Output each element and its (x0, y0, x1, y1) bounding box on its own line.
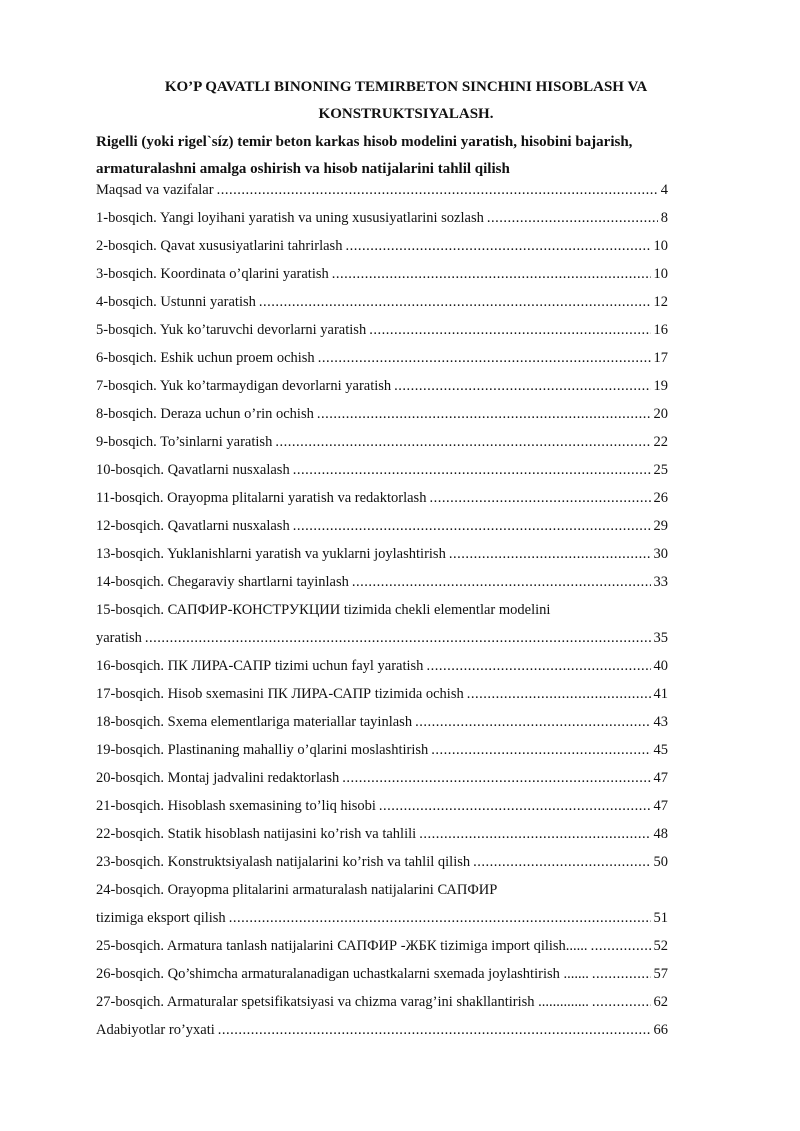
toc-entry (96, 826, 668, 854)
toc-entry (96, 1022, 668, 1050)
toc-page-number: 35 (653, 630, 668, 646)
toc-entry-label: 22-bosqich. Statik hisoblash natijasini ko’rish va tahlili (96, 826, 417, 842)
toc-leader-dots (352, 574, 651, 591)
toc-page-number: 29 (653, 518, 668, 534)
toc-entry-label: 25-bosqich. Armatura tanlash natijalarini САПФИР -ЖБК tizimiga import qilish...... (96, 938, 588, 954)
toc-entry (96, 770, 668, 798)
toc-leader-dots (592, 994, 651, 1011)
toc-page-number: 25 (653, 462, 668, 478)
toc-page-number: 51 (653, 910, 668, 926)
toc-entry (96, 658, 668, 686)
toc-page-number: 47 (653, 770, 668, 786)
toc-leader-dots (426, 658, 650, 675)
toc-leader-dots (342, 770, 650, 787)
toc-leader-dots (369, 322, 650, 339)
toc-entry-label: 6-bosqich. Eshik uchun proem ochish (96, 350, 315, 366)
toc-entry-label: 12-bosqich. Qavatlarni nusxalash (96, 518, 290, 534)
toc-leader-dots (275, 434, 650, 451)
toc-page-number: 10 (653, 238, 668, 254)
toc-entry (96, 518, 668, 546)
toc-entry (96, 882, 668, 910)
toc-leader-dots (318, 350, 651, 367)
toc-leader-dots (449, 546, 651, 563)
toc-leader-dots (431, 742, 650, 759)
toc-entry (96, 854, 668, 882)
toc-entry (96, 322, 668, 350)
toc-page-number: 52 (653, 938, 668, 954)
toc-entry-label: 23-bosqich. Konstruktsiyalash natijalarini ko’rish va tahlil qilish (96, 854, 471, 870)
toc-leader-dots (419, 826, 650, 843)
toc-page-number: 48 (653, 826, 668, 842)
toc-entry-label: 26-bosqich. Qo’shimcha armaturalanadigan uchastkalarni sxemada joylashtirish ....... (96, 966, 589, 982)
toc-entry (96, 490, 668, 518)
toc-entry-label: 10-bosqich. Qavatlarni nusxalash (96, 462, 290, 478)
toc-leader-dots (592, 966, 651, 983)
toc-leader-dots (217, 182, 658, 199)
toc-leader-dots (429, 490, 650, 507)
toc-leader-dots (332, 266, 651, 283)
toc-entry-label: 11-bosqich. Orayopma plitalarni yaratish va redaktorlash (96, 490, 427, 506)
subtitle-line-2: armaturalashni amalga oshirish va hisob natijalarini tahlil qilish (96, 161, 510, 177)
toc-entry (96, 686, 668, 714)
toc-entry (96, 602, 668, 630)
toc-page-number: 41 (653, 686, 668, 702)
toc-leader-dots (473, 854, 650, 871)
toc-page-number: 43 (653, 714, 668, 730)
toc-entry-label: 9-bosqich. To’sinlarni yaratish (96, 434, 273, 450)
toc-entry (96, 994, 668, 1022)
toc-leader-dots (487, 210, 658, 227)
toc-leader-dots (467, 686, 651, 703)
toc-leader-dots (415, 714, 650, 731)
toc-entry-label: 4-bosqich. Ustunni yaratish (96, 294, 256, 310)
toc-entry-label: 5-bosqich. Yuk ko’taruvchi devorlarni yaratish (96, 322, 367, 338)
toc-entry (96, 294, 668, 322)
toc-page-number: 4 (660, 182, 668, 198)
toc-entry (96, 630, 668, 658)
toc-page-number: 62 (653, 994, 668, 1010)
toc-entry-label: 21-bosqich. Hisoblash sxemasining to’liq hisobi (96, 798, 376, 814)
toc-entry-label: 15-bosqich. САПФИР-КОНСТРУКЦИИ tizimida chekli elementlar modelini (96, 602, 551, 618)
toc-entry-label: 1-bosqich. Yangi loyihani yaratish va uning xususiyatlarini sozlash (96, 210, 484, 226)
toc-entry-label: Adabiyotlar ro’yxati (96, 1022, 215, 1038)
subtitle-line-1: Rigelli (yoki rigel`síz) temir beton karkas hisob modelini yaratish, hisobini bajarish, (96, 134, 633, 150)
toc-page-number: 8 (660, 210, 668, 226)
toc-entry-label: 2-bosqich. Qavat xususiyatlarini tahrirlash (96, 238, 343, 254)
toc-entry (96, 210, 668, 238)
toc-entry-label: 3-bosqich. Koordinata o’qlarini yaratish (96, 266, 329, 282)
toc-entry (96, 574, 668, 602)
toc-page-number: 45 (653, 742, 668, 758)
toc-entry-label: yaratish (96, 630, 142, 646)
toc-page-number: 47 (653, 798, 668, 814)
toc-leader-dots (345, 238, 650, 255)
toc-entry-label: 19-bosqich. Plastinaning mahalliy o’qlarini moslashtirish (96, 742, 429, 758)
toc-leader-dots (145, 630, 651, 647)
toc-page-number: 10 (653, 266, 668, 282)
toc-entry (96, 378, 668, 406)
toc-page-number: 16 (653, 322, 668, 338)
toc-entry (96, 182, 668, 210)
toc-entry (96, 714, 668, 742)
toc-entry-label: 13-bosqich. Yuklanishlarni yaratish va yuklarni joylashtirish (96, 546, 446, 562)
toc-page-number: 50 (653, 854, 668, 870)
toc-entry-label: 16-bosqich. ПК ЛИРА-САПР tizimi uchun fayl yaratish (96, 658, 424, 674)
toc-entry (96, 434, 668, 462)
toc-page-number: 66 (653, 1022, 668, 1038)
title-line-1: KO’P QAVATLI BINONING TEMIRBETON SINCHINI HISOBLASH VA (164, 79, 648, 95)
toc-leader-dots (293, 462, 651, 479)
toc-entry (96, 546, 668, 574)
toc-entry-label: 27-bosqich. Armaturalar spetsifikatsiyasi va chizma varag’ini shakllantirish .............. (96, 994, 589, 1010)
toc-page-number: 40 (653, 658, 668, 674)
toc-entry (96, 266, 668, 294)
toc-page-number: 33 (653, 574, 668, 590)
toc-page-number: 57 (653, 966, 668, 982)
toc-entry (96, 406, 668, 434)
toc-entry-label: tizimiga eksport qilish (96, 910, 226, 926)
toc-leader-dots (229, 910, 651, 927)
toc-entry (96, 798, 668, 826)
toc-page-number: 22 (653, 434, 668, 450)
toc-leader-dots (218, 1022, 651, 1039)
toc-entry (96, 742, 668, 770)
toc-page-number: 26 (653, 490, 668, 506)
toc-page-number: 12 (653, 294, 668, 310)
toc-page-number: 17 (653, 350, 668, 366)
toc-entry-label: 7-bosqich. Yuk ko’tarmaydigan devorlarni yaratish (96, 378, 392, 394)
toc-entry (96, 938, 668, 966)
toc-leader-dots (293, 518, 651, 535)
toc-page-number: 20 (653, 406, 668, 422)
toc-page-number: 30 (653, 546, 668, 562)
toc-leader-dots (591, 938, 651, 955)
toc-entry-label: 8-bosqich. Deraza uchun o’rin ochish (96, 406, 314, 422)
toc-entry (96, 966, 668, 994)
toc-leader-dots (379, 798, 651, 815)
toc-entry (96, 910, 668, 938)
toc-entry-label: 17-bosqich. Hisob sxemasini ПК ЛИРА-САПР tizimida ochish (96, 686, 464, 702)
toc-entry-label: 14-bosqich. Chegaraviy shartlarni tayinlash (96, 574, 349, 590)
table-of-contents (96, 182, 668, 1050)
toc-leader-dots (317, 406, 651, 423)
toc-leader-dots (394, 378, 650, 395)
toc-entry (96, 238, 668, 266)
toc-entry (96, 462, 668, 490)
toc-entry-label: Maqsad va vazifalar (96, 182, 214, 198)
toc-entry-label: 20-bosqich. Montaj jadvalini redaktorlash (96, 770, 340, 786)
toc-entry (96, 350, 668, 378)
toc-leader-dots (259, 294, 651, 311)
toc-entry-label: 24-bosqich. Orayopma plitalarini armaturalash natijalarini САПФИР (96, 882, 498, 898)
toc-page-number: 19 (653, 378, 668, 394)
toc-entry-label: 18-bosqich. Sxema elementlariga materiallar tayinlash (96, 714, 413, 730)
title-line-2: KONSTRUKTSIYALASH. (318, 106, 494, 122)
